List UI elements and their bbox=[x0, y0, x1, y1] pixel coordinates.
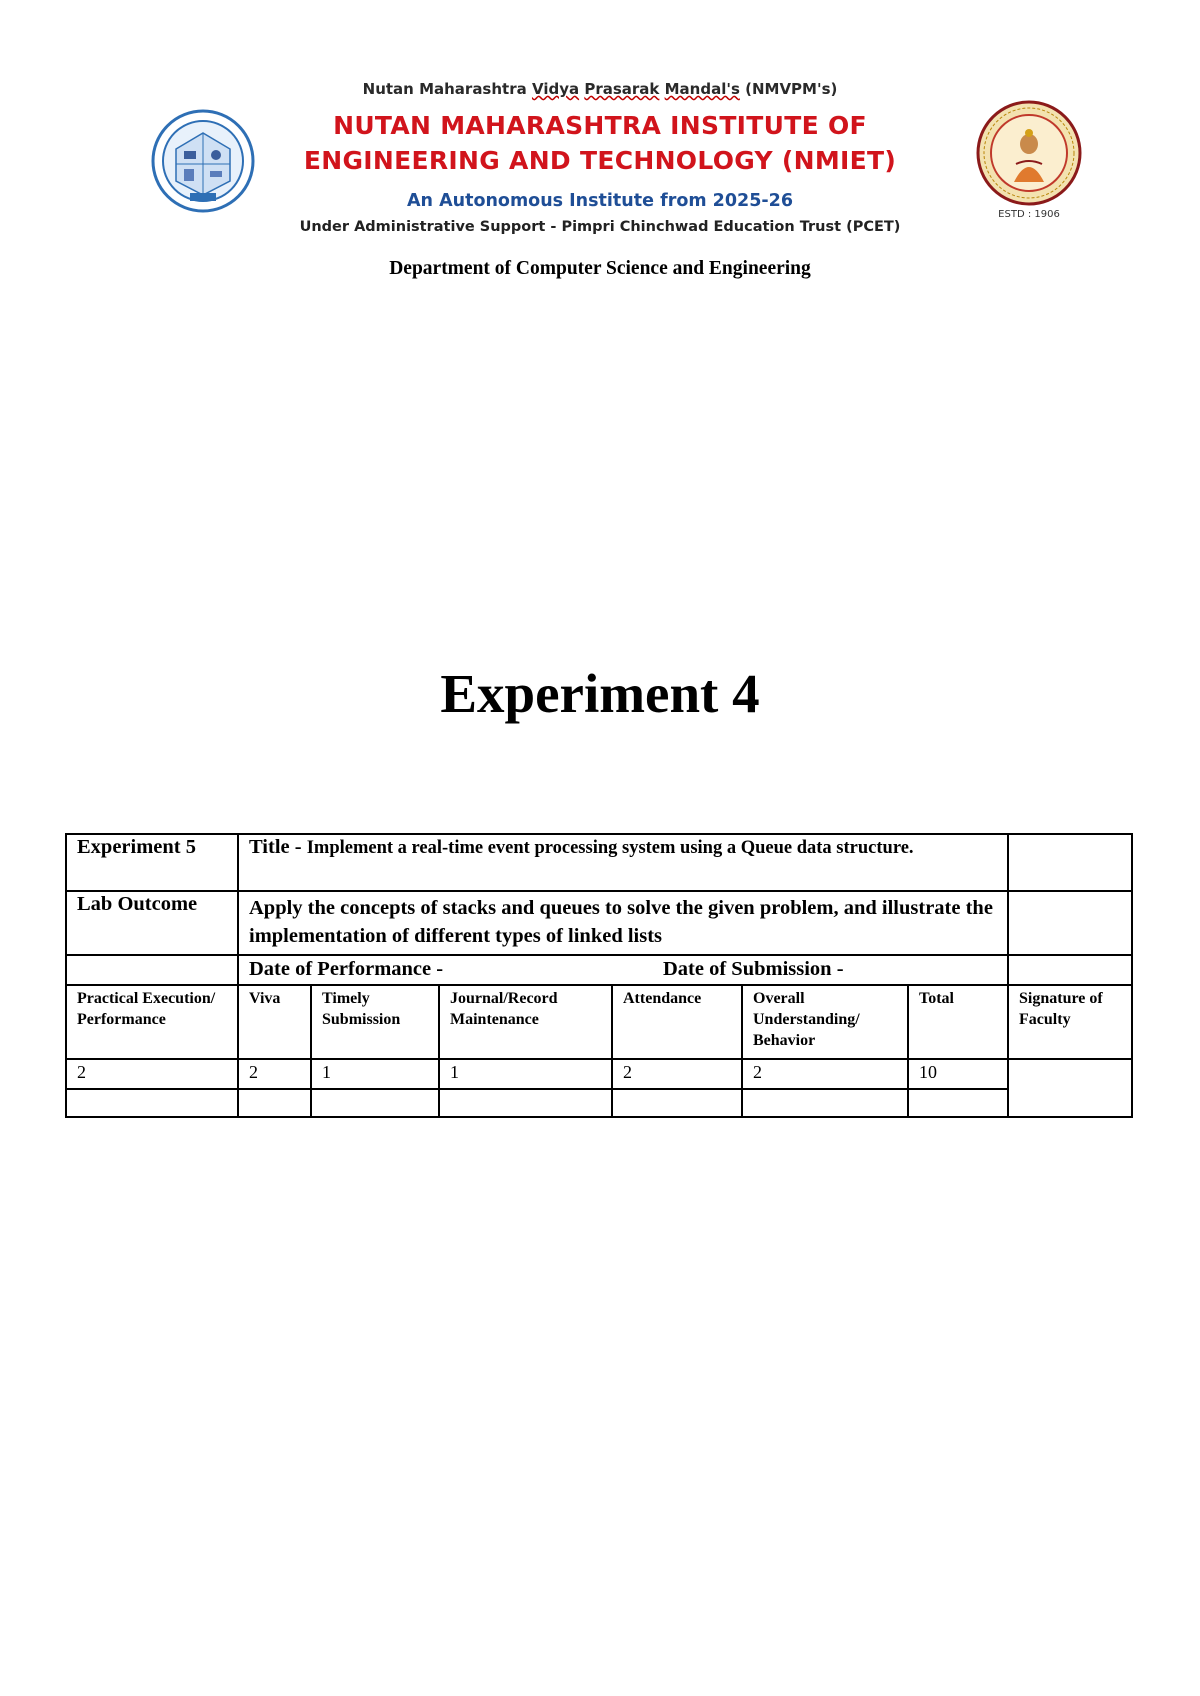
marks-cell: 2 bbox=[66, 1059, 238, 1089]
institute-name-line-1: NUTAN MAHARASHTRA INSTITUTE OF bbox=[333, 111, 867, 140]
marks-cell: 1 bbox=[439, 1059, 612, 1089]
header-cell: Overall Understanding/ Behavior bbox=[742, 985, 908, 1059]
table-row bbox=[66, 1059, 1132, 1089]
marks-cell: 2 bbox=[238, 1059, 311, 1089]
document-header bbox=[0, 0, 1200, 300]
trust-seal-logo bbox=[976, 100, 1082, 206]
empty-cell bbox=[612, 1089, 742, 1117]
institute-name-line-2: ENGINEERING AND TECHNOLOGY (NMIET) bbox=[303, 146, 897, 175]
header-cell: Signature of Faculty bbox=[1008, 985, 1132, 1059]
empty-cell bbox=[66, 955, 238, 985]
autonomous-status: An Autonomous Institute from 2025-26 bbox=[406, 191, 793, 211]
empty-cell bbox=[439, 1089, 612, 1117]
experiment-assessment-table bbox=[65, 833, 1133, 1118]
header-cell: Attendance bbox=[612, 985, 742, 1059]
experiment-title-cell: Title - Implement a real-time event processing system using a Queue data structure. bbox=[238, 834, 1008, 891]
marks-cell: 2 bbox=[742, 1059, 908, 1089]
header-cell: Journal/Record Maintenance bbox=[439, 985, 612, 1059]
experiment-number-cell: Experiment 5 bbox=[66, 834, 238, 891]
table-row bbox=[66, 1089, 1132, 1117]
empty-cell bbox=[66, 1089, 238, 1117]
header-cell: Practical Execution/ Performance bbox=[66, 985, 238, 1059]
marks-cell: 2 bbox=[612, 1059, 742, 1089]
lab-outcome-text-cell: Apply the concepts of stacks and queues to solve the given problem, and illustrate the implementation of different types of linked lists bbox=[238, 891, 1008, 955]
empty-cell bbox=[1008, 955, 1132, 985]
marks-cell: 1 bbox=[311, 1059, 439, 1089]
date-of-performance: Date of Performance - bbox=[249, 957, 444, 980]
empty-cell bbox=[238, 1089, 311, 1117]
experiment-heading: Experiment 4 bbox=[440, 663, 760, 724]
table-row bbox=[66, 834, 1132, 891]
lab-outcome-label-cell: Lab Outcome bbox=[66, 891, 238, 955]
administrative-support: Under Administrative Support - Pimpri Chinchwad Education Trust (PCET) bbox=[299, 219, 901, 235]
empty-cell bbox=[742, 1089, 908, 1117]
signature-cell bbox=[1008, 1059, 1132, 1117]
header-cell: Timely Submission bbox=[311, 985, 439, 1059]
table-header-row bbox=[66, 985, 1132, 1059]
empty-cell bbox=[311, 1089, 439, 1117]
empty-cell bbox=[1008, 834, 1132, 891]
header-cell: Total bbox=[908, 985, 1008, 1059]
table-row bbox=[66, 891, 1132, 955]
department-name: Department of Computer Science and Engineering bbox=[389, 258, 811, 279]
date-of-submission: Date of Submission - bbox=[663, 957, 844, 980]
dates-cell bbox=[238, 955, 1008, 985]
trust-name: Nutan Maharashtra Vidya Prasarak Mandal's (NMVPM's) bbox=[362, 80, 838, 98]
empty-cell bbox=[908, 1089, 1008, 1117]
table-row bbox=[66, 955, 1132, 985]
header-cell: Viva bbox=[238, 985, 311, 1059]
marks-cell: 10 bbox=[908, 1059, 1008, 1089]
empty-cell bbox=[1008, 891, 1132, 955]
estd-label: ESTD : 1906 bbox=[998, 209, 1060, 220]
